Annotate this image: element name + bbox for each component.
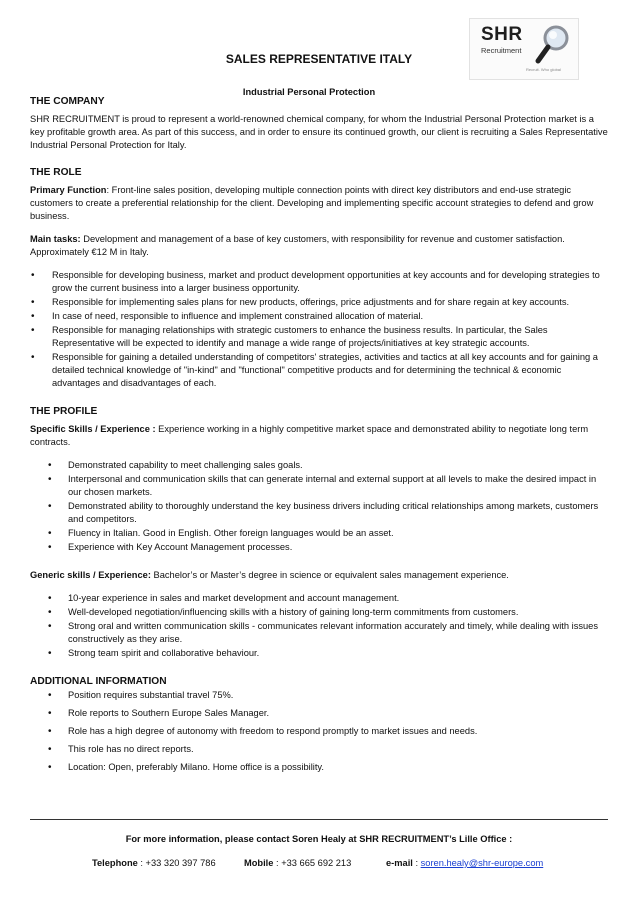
telephone-label: Telephone [92, 858, 138, 868]
specific-skills-list [30, 459, 610, 554]
list-item: • In case of need, responsible to influence and implement constrained allocation of material. [30, 310, 610, 323]
company-text: SHR RECRUITMENT is proud to represent a world-renowned chemical company, for whom the Industrial Personal Protection market is a key profitable growth area. As part of this success, and in order to ensure its continued growth, our client is recruiting a Sales Representative Industrial Personal Protection for Italy. [30, 114, 608, 150]
generic-skills-text: Bachelor’s or Master’s degree in science or equivalent sales management experience. [150, 570, 509, 580]
list-item: • Role has a high degree of autonomy with freedom to respond promptly to market issues and needs. [30, 725, 610, 738]
list-item: • This role has no direct reports. [30, 743, 610, 756]
primary-function-label: Primary Function [30, 185, 107, 195]
footer-contact-line: For more information, please contact Soren Healy at SHR RECRUITMENT’s Lille Office : [125, 834, 513, 844]
specific-skills-paragraph [30, 423, 610, 449]
list-item: • Fluency in Italian. Good in English. Other foreign languages would be an asset. [30, 527, 610, 540]
mobile-value: : +33 665 692 213 [273, 858, 352, 868]
list-item: • Responsible for implementing sales plans for new products, offerings, price adjustments and for share regain at key accounts. [30, 296, 610, 309]
logo-name: SHR [481, 24, 523, 45]
additional-info-heading: ADDITIONAL INFORMATION [30, 676, 167, 687]
email-link[interactable]: soren.healy@shr-europe.com [420, 858, 544, 868]
mobile-info [244, 857, 386, 869]
generic-skills-list [30, 592, 610, 660]
company-logo [469, 18, 579, 80]
list-item: • Interpersonal and communication skills that can generate internal and external support at all levels to make the desired impact in our chosen markets. [30, 473, 610, 499]
primary-function-text: : Front-line sales position, developing multiple connection points with direct key distributors and end-use strategic customers to create a preferential relationship for the client. Developing and implementing specific account strategies to defend and grow business. [30, 185, 594, 221]
generic-skills-label: Generic skills / Experience: [30, 570, 151, 580]
logo-subtitle: Recruitment [481, 46, 522, 55]
specific-skills-label: Specific Skills / Experience : [30, 424, 156, 434]
footer-divider [30, 819, 608, 820]
list-item: • Experience with Key Account Management processes. [30, 541, 610, 554]
list-item: • Location: Open, preferably Milano. Home office is a possibility. [30, 761, 610, 774]
mobile-label: Mobile [244, 858, 274, 868]
document-title: SALES REPRESENTATIVE ITALY [225, 52, 413, 66]
email-separator: : [412, 858, 421, 868]
list-item: • 10-year experience in sales and market development and account management. [30, 592, 610, 605]
list-item: • Demonstrated capability to meet challenging sales goals. [30, 459, 610, 472]
additional-info-list [30, 689, 610, 774]
role-heading: THE ROLE [30, 167, 82, 178]
document-subtitle: Industrial Personal Protection [242, 87, 376, 97]
footer-contact-details [92, 857, 543, 869]
document-body [30, 95, 610, 779]
list-item: • Role reports to Southern Europe Sales Manager. [30, 707, 610, 720]
list-item: • Strong oral and written communication skills - communicates relevant information accurately and timely, while dealing with issues constructively as they arise. [30, 620, 610, 646]
specific-skills-text: Experience working in a highly competitive market space and demonstrated ability to negotiate long term contracts. [30, 424, 589, 447]
telephone-info [92, 857, 244, 869]
list-item: • Position requires substantial travel 75%. [30, 689, 610, 702]
list-item: • Responsible for gaining a detailed understanding of competitors' strategies, activities and tactics at all key accounts and for gaining a detailed technical knowledge of "in-kind" and "functional" competitive products and for determining the technical & economic advantages and disadvantages of each. [30, 351, 610, 390]
primary-function-paragraph [30, 184, 610, 223]
email-label: e-mail [386, 858, 413, 868]
profile-heading: THE PROFILE [30, 406, 98, 417]
role-bullet-list [30, 269, 610, 390]
list-item: • Demonstrated ability to thoroughly understand the key business drivers including critical relationships among markets, customers and competitors. [30, 500, 610, 526]
list-item: • Responsible for managing relationships with strategic customers to enhance the business results. In particular, the Sales Representative will be expected to identify and manage a wide range of projects/initiatives at key strategic accounts. [30, 324, 610, 350]
generic-skills-paragraph [30, 569, 610, 582]
main-tasks-text: Development and management of a base of key customers, with responsibility for revenue and customer satisfaction. Approximately €12 M in Italy. [30, 234, 565, 257]
company-heading: THE COMPANY [30, 96, 105, 107]
email-info [386, 857, 543, 869]
logo-tagline: Recruit. Who global [526, 67, 561, 72]
list-item: • Strong team spirit and collaborative behaviour. [30, 647, 610, 660]
list-item: • Responsible for developing business, market and product development opportunities at key accounts and for developing strategies to grow the current business into a larger business opportunity. [30, 269, 610, 295]
telephone-value: : +33 320 397 786 [137, 858, 216, 868]
list-item: • Well-developed negotiation/influencing skills with a history of gaining long-term commitments from customers. [30, 606, 610, 619]
main-tasks-paragraph [30, 233, 610, 259]
main-tasks-label: Main tasks: [30, 234, 81, 244]
